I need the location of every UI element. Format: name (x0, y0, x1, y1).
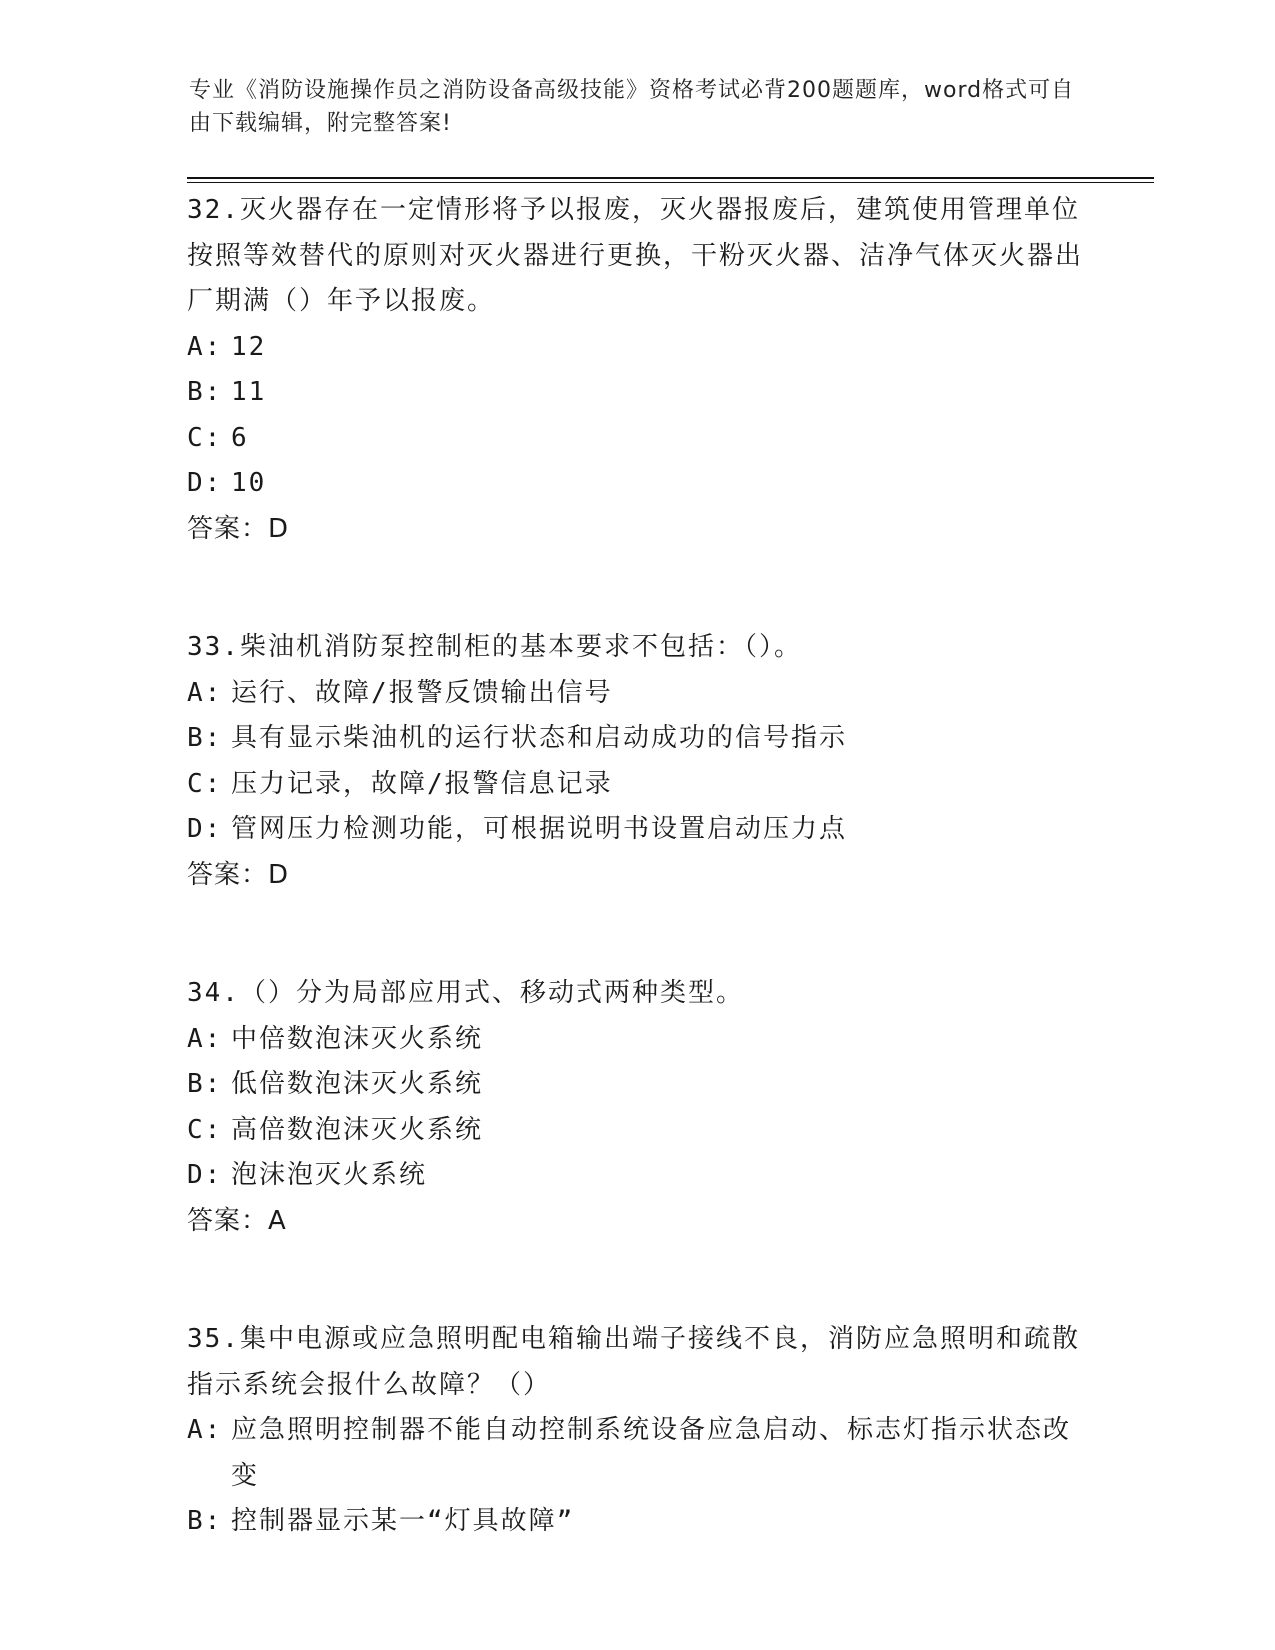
option-key: C: (187, 422, 223, 453)
option-key: D: (187, 814, 223, 844)
answer-line (187, 1199, 1087, 1245)
option-text: 具有显示柴油机的运行状态和启动成功的信号指示 (231, 723, 848, 753)
question-list (187, 188, 1087, 1545)
option-c (187, 762, 1087, 808)
question-number: 35. (187, 1324, 240, 1354)
question-text: 柴油机消防泵控制柜的基本要求不包括：（）。 (239, 632, 802, 662)
option-b (187, 716, 1087, 762)
option-key: A: (187, 1415, 223, 1445)
option-text: 压力记录，故障/报警信息记录 (231, 768, 613, 799)
option-text: 泡沫泡灭火系统 (231, 1160, 428, 1190)
question-33 (187, 625, 1087, 898)
option-b (187, 1499, 1087, 1545)
option-key: B: (187, 1069, 223, 1099)
option-key: C: (187, 768, 223, 799)
option-text: 中倍数泡沫灭火系统 (231, 1023, 484, 1054)
question-number: 32. (187, 195, 240, 225)
answer-line (187, 507, 1087, 553)
option-text: 应急照明控制器不能自动控制系统设备应急启动、标志灯指示状态改变 (231, 1415, 1072, 1491)
question-stem (187, 971, 1087, 1017)
option-text: 控制器显示某一“灯具故障” (231, 1506, 575, 1536)
answer-label: 答案： (187, 513, 269, 544)
option-c (187, 1108, 1087, 1154)
option-a (187, 1017, 1087, 1063)
question-stem (187, 625, 1087, 671)
option-c (187, 416, 1087, 462)
question-number: 34. (187, 978, 240, 1008)
option-a (187, 1408, 1087, 1499)
question-stem (187, 188, 1087, 325)
option-key: A: (187, 331, 223, 362)
option-d (187, 807, 1087, 853)
answer-value: D (268, 859, 291, 890)
option-text: 6 (231, 422, 249, 453)
option-text: 高倍数泡沫灭火系统 (231, 1114, 484, 1145)
option-b (187, 370, 1087, 416)
answer-value: A (268, 1205, 288, 1236)
option-a (187, 671, 1087, 717)
question-stem (187, 1317, 1087, 1408)
option-key: C: (187, 1114, 223, 1145)
answer-label: 答案： (187, 859, 269, 890)
question-35 (187, 1317, 1087, 1545)
option-key: B: (187, 1506, 223, 1536)
option-text: 12 (231, 331, 267, 362)
answer-value: D (268, 513, 291, 544)
option-text: 管网压力检测功能，可根据说明书设置启动压力点 (231, 814, 848, 844)
option-text: 低倍数泡沫灭火系统 (231, 1069, 484, 1099)
option-text: 运行、故障/报警反馈输出信号 (231, 677, 613, 708)
option-a (187, 325, 1087, 371)
option-text: 11 (231, 377, 267, 407)
question-text: （）分为局部应用式、移动式两种类型。 (239, 978, 744, 1008)
option-key: D: (187, 468, 223, 498)
option-key: B: (187, 723, 223, 753)
option-key: A: (187, 677, 223, 708)
answer-line (187, 853, 1087, 899)
header-divider-thin (187, 182, 1154, 183)
answer-label: 答案： (187, 1205, 269, 1236)
question-34 (187, 971, 1087, 1244)
question-number: 33. (187, 632, 240, 662)
document-header: 专业《消防设施操作员之消防设备高级技能》资格考试必背200题题库，word格式可自由下载编辑，附完整答案! (189, 78, 1075, 136)
question-text: 灭火器存在一定情形将予以报废，灭火器报废后，建筑使用管理单位按照等效替代的原则对灭火器进行更换，干粉灭火器、洁净气体灭火器出厂期满（）年予以报废。 (187, 195, 1084, 316)
option-b (187, 1062, 1087, 1108)
question-text: 集中电源或应急照明配电箱输出端子接线不良，消防应急照明和疏散指示系统会报什么故障？（） (187, 1324, 1080, 1400)
option-d (187, 461, 1087, 507)
option-key: D: (187, 1160, 223, 1190)
option-text: 10 (231, 468, 267, 498)
question-32 (187, 188, 1087, 552)
option-d (187, 1153, 1087, 1199)
option-key: A: (187, 1023, 223, 1054)
option-key: B: (187, 377, 223, 407)
header-divider-thick (187, 177, 1154, 179)
